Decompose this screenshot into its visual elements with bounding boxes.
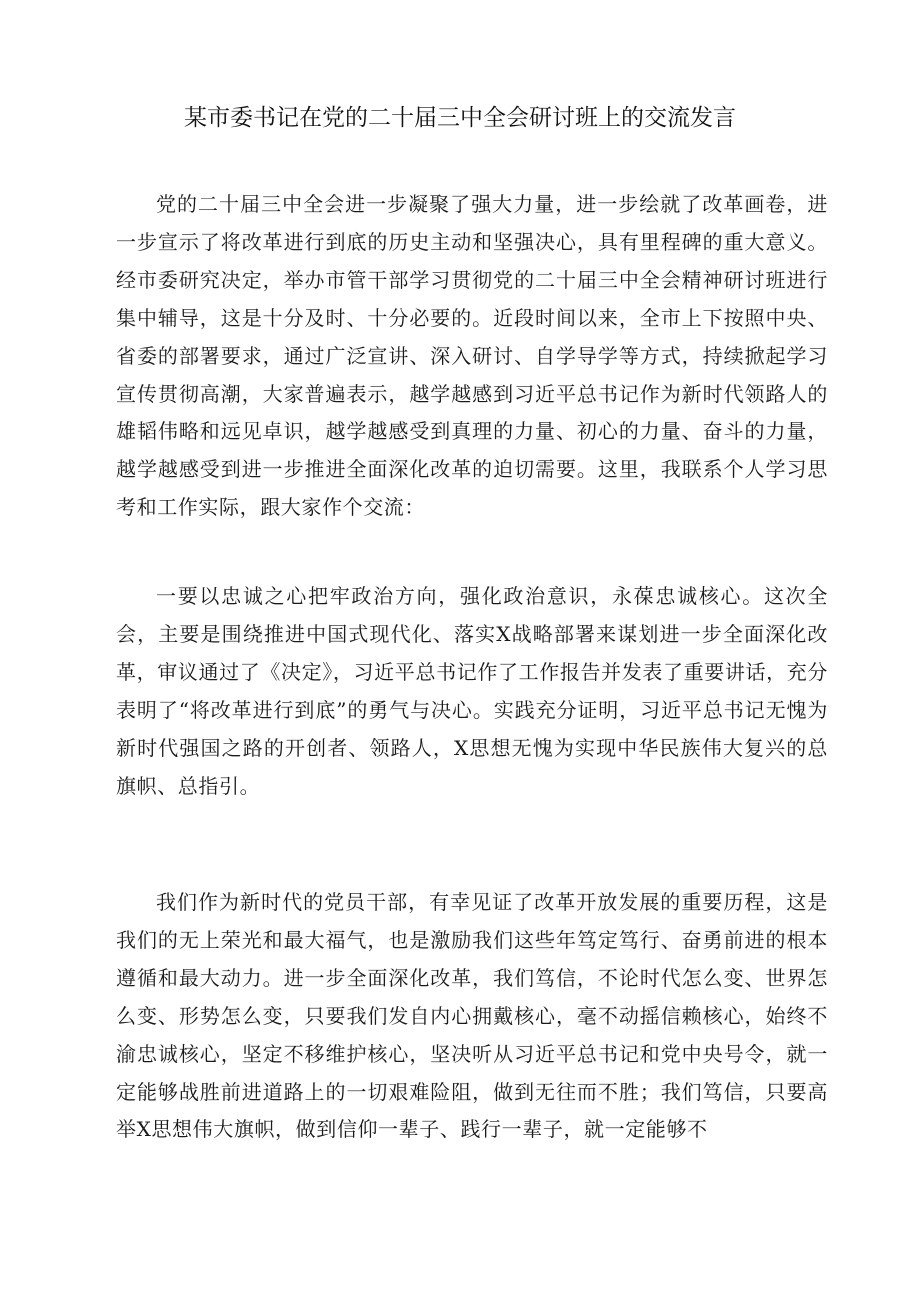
body-paragraph: 一要以忠诚之心把牢政治方向，强化政治意识，永葆忠诚核心。这次全会，主要是围绕推进中国式现代化、落实X战略部署来谋划进一步全面深化改革，审议通过了《决定》，习近平总书记作了工作报告并发表了重要讲话，充分表明了“将改革进行到底”的勇气与决心。实践充分证明，习近平总书记无愧为新时代强国之路的开创者、领路人，X思想无愧为实现中华民族伟大复兴的总旗帜、总指引。 [116, 584, 828, 798]
body-paragraph: 我们作为新时代的党员干部，有幸见证了改革开放发展的重要历程，这是我们的无上荣光和最大福气，也是激励我们这些年笃定笃行、奋勇前进的根本遵循和最大动力。进一步全面深化改革，我们笃信，不论时代怎么变、世界怎么变、形势怎么变，只要我们发自内心拥戴核心，毫不动摇信赖核心，始终不渝忠诚核心，坚定不移维护核心，坚决听从习近平总书记和党中央号令，就一定能够战胜前进道路上的一切艰难险阻，做到无往而不胜；我们笃信，只要高举X思想伟大旗帜，做到信仰一辈子、践行一辈子，就一定能够不 [116, 890, 828, 1142]
document-title: 某市委书记在党的二十届三中全会研讨班上的交流发言 [184, 105, 736, 131]
body-paragraph: 党的二十届三中全会进一步凝聚了强大力量，进一步绘就了改革画卷，进一步宣示了将改革进行到底的历史主动和坚强决心，具有里程碑的重大意义。经市委研究决定，举办市管干部学习贯彻党的二十届三中全会精神研讨班进行集中辅导，这是十分及时、十分必要的。近段时间以来，全市上下按照中央、省委的部署要求，通过广泛宣讲、深入研讨、自学导学等方式，持续掀起学习宣传贯彻高潮，大家普遍表示，越学越感到习近平总书记作为新时代领路人的雄韬伟略和远见卓识，越学越感受到真理的力量、初心的力量、奋斗的力量，越学越感受到进一步推进全面深化改革的迫切需要。这里，我联系个人学习思考和工作实际，跟大家作个交流： [116, 192, 828, 520]
